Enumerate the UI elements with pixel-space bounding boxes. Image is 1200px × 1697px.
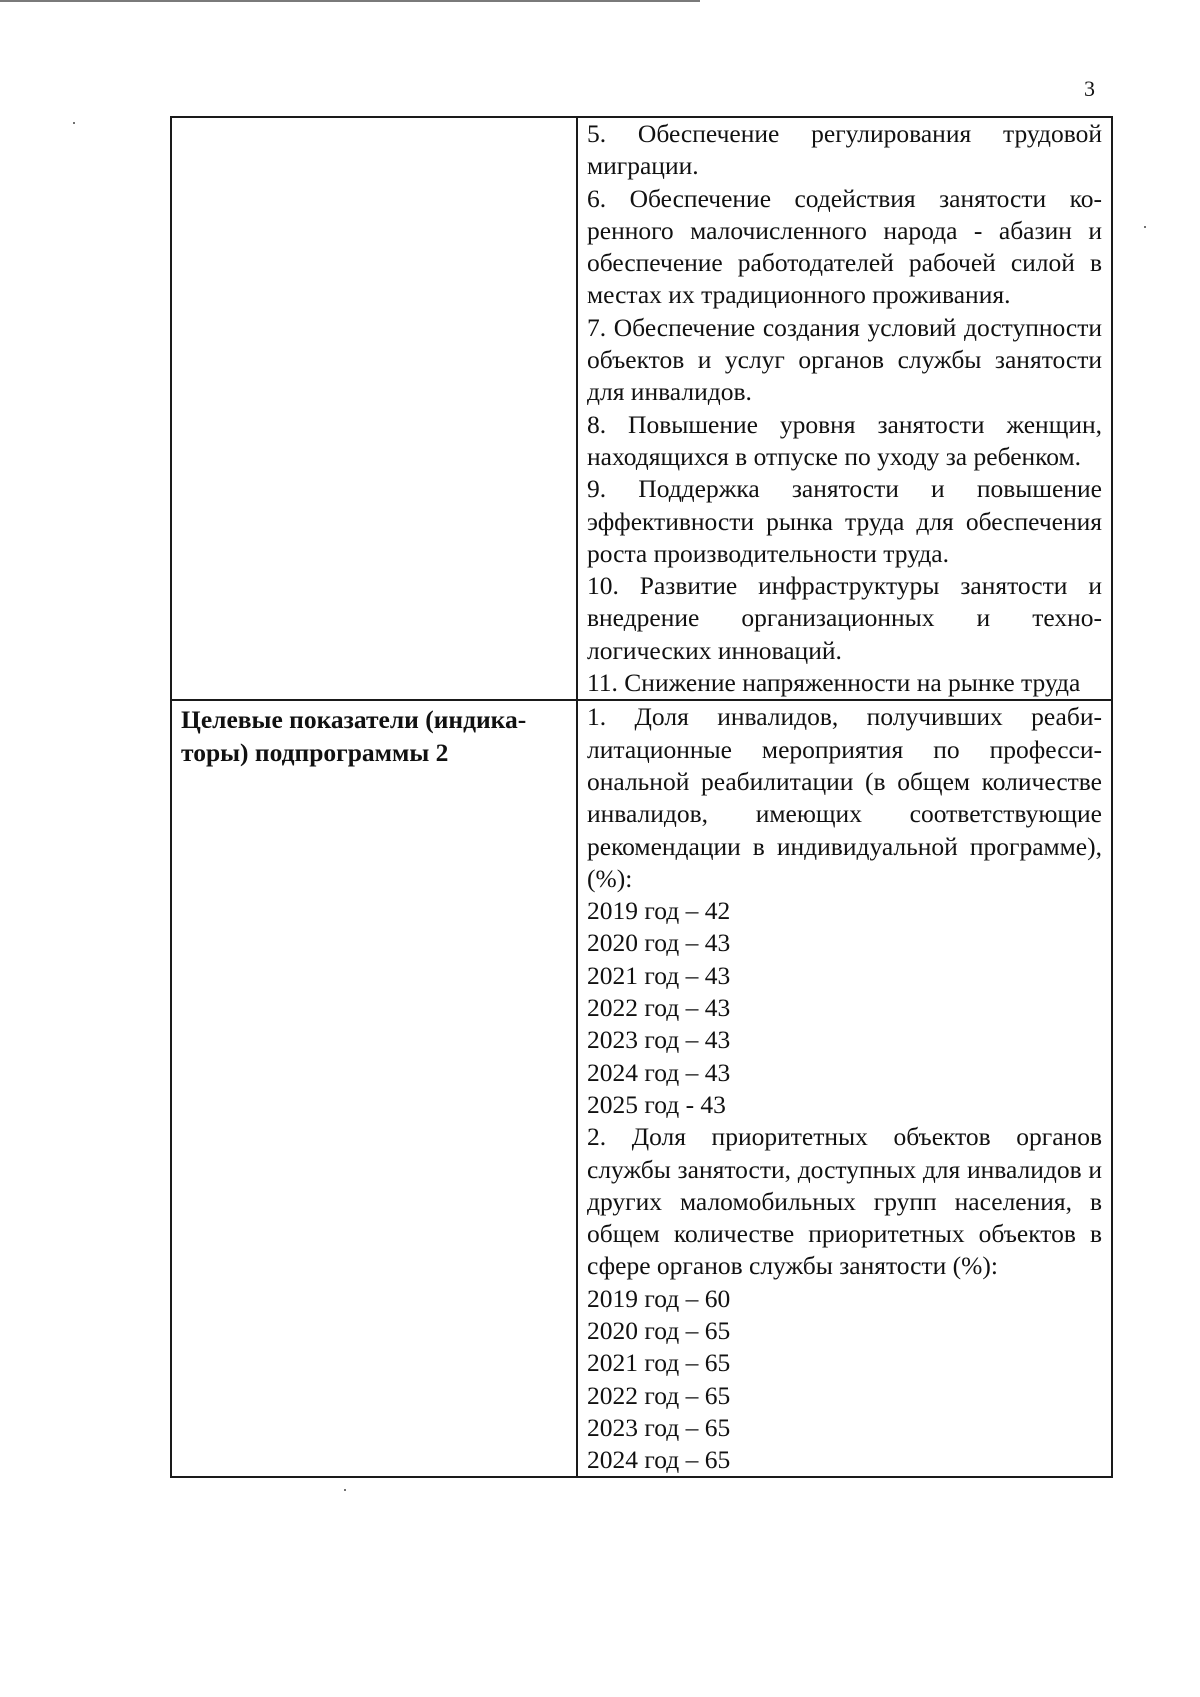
row-content-cell [577,117,1112,700]
list-item: 8. Повышение уровня занятости женщин, находящихся в отпуске по уходу за ребенком. [587,409,1102,471]
scan-speck [344,1489,346,1491]
indicator-text: 1. Доля инвалидов, получивших реабилитационные мероприятия по профессиональной реабилитации (в общем количестве инвалидов, имеющих соответствующие рекомендации в индивидуальной программе), (%): [587,702,1102,893]
list-item: 10. Развитие инфраструктуры занятости и внедрение организационных и технологических инноваций. [587,571,1102,665]
row-label-cell [171,117,577,700]
list-item: 7. Обеспечение создания условий доступности объектов и услуг органов службы занятости для инвалидов. [587,312,1102,407]
indicator-year-value: 2022 год – 65 [587,1380,731,1410]
list-item: 5. Обеспечение регулирования трудовой миграции. [587,119,1102,181]
indicator-year-value: 2019 год – 60 [587,1283,731,1313]
list-item: 6. Обеспечение содействия занятости коренного малочисленного народа - абазин и обеспечение работодателей рабочей силой в местах их традиционного проживания. [587,183,1102,310]
indicator-year-value: 2021 год – 65 [587,1348,731,1378]
indicator-year-value: 2020 год – 65 [587,1315,731,1345]
indicator-year-value: 2024 год – 65 [587,1445,731,1475]
indicator-year-value: 2023 год – 43 [587,1025,731,1055]
indicator-year-value: 2025 год - 43 [587,1089,726,1119]
scan-speck [1144,226,1146,228]
indicator-text: 2. Доля приоритетных объектов органов службы занятости, доступных для инвалидов и других маломобильных групп населения, в общем количестве приоритетных объектов в сфере органов службы занятости (%): [587,1122,1102,1281]
list-item: 9. Поддержка занятости и повышение эффективности рынка труда для обеспечения роста производительности труда. [587,474,1102,568]
scan-speck [73,122,75,124]
table-row [171,700,1112,1477]
indicator-year-value: 2024 год – 43 [587,1057,731,1087]
page-number: 3 [1084,76,1095,101]
list-item: 11. Снижение напряженности на рынке труда [587,668,1081,698]
scan-top-edge [0,0,700,2]
indicator-year-value: 2019 год – 42 [587,896,731,926]
row-label: Целевые показатели (индикаторы) подпрограммы 2 [181,705,527,767]
row-content-cell [577,700,1112,1477]
row-label-cell [171,700,577,1477]
table-row [171,117,1112,700]
subprogram-passport-table [170,116,1113,1478]
indicator-year-value: 2023 год – 65 [587,1412,731,1442]
indicator-year-value: 2022 год – 43 [587,993,731,1023]
indicator-year-value: 2021 год – 43 [587,960,731,990]
indicator-year-value: 2020 год – 43 [587,928,731,958]
